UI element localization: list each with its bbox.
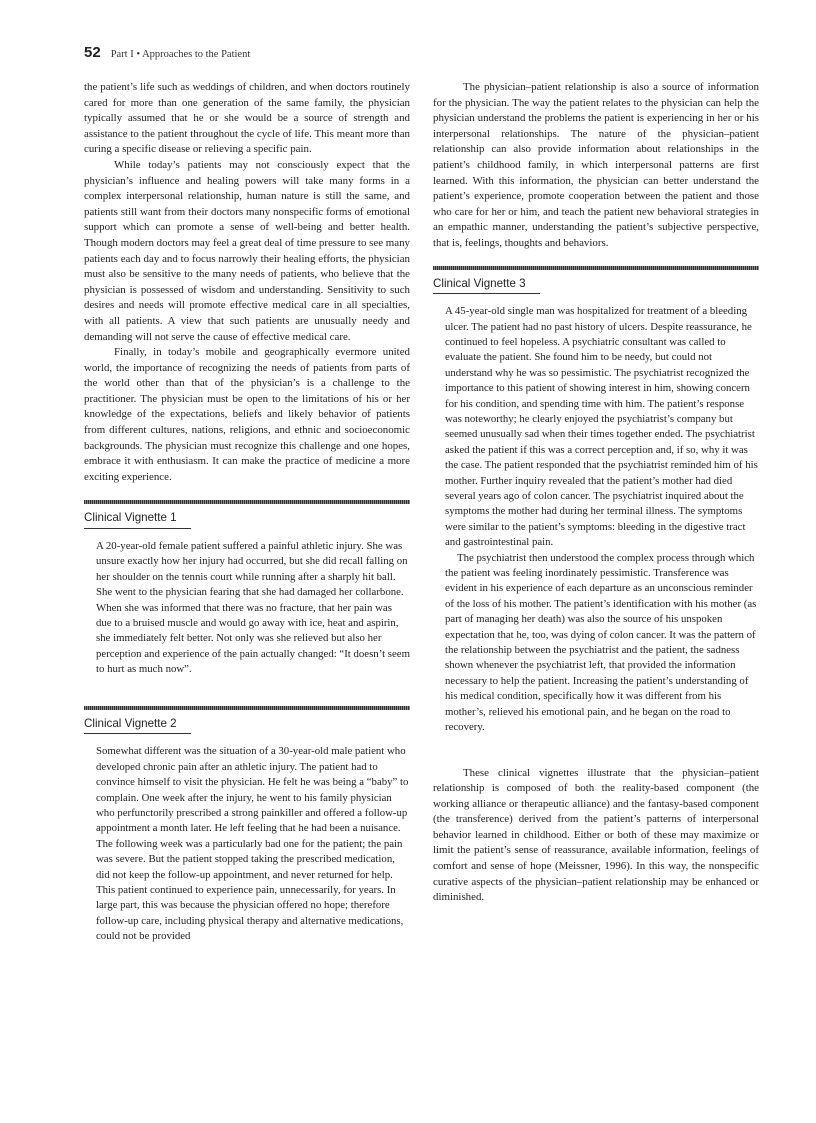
vignette-rule bbox=[433, 266, 759, 270]
body-paragraph: Finally, in today’s mobile and geographically evermore united world, the importance of recognizing the needs of patients from parts of the world other than that of the physician’s is a challenge to the practitioner. The physician must be open to the limitations of his or her knowledge of the expectations, beliefs and likely behavior of patients from different cultures, nations, religions, and ethnic and socioeconomic backgrounds. The physician must recognize this challenge and one hopes, embrace it with enthusiasm. It can make the practice of medicine a more exciting experience. bbox=[84, 346, 410, 483]
vignette-text: A 45-year-old single man was hospitalized for treatment of a bleeding ulcer. The patient had no past history of ulcers. Despite reassurance, he continued to feel hopeless. A psychiatric consultant was called to evaluate the patient. She found him to be needy, but could not understand why he was so pessimistic. The psychiatrist recognized the importance to this patient of showing interest in him, showing concern for his condition, and spending time with him. The patient’s response was noteworthy; he clearly enjoyed the psychiatrist’s company but seemed unusually sad when their times together ended. The psychiatrist asked the patient if this was a correct perception and, if so, why it was the case. The patient responded that the psychiatrist reminded him of his mother. Further inquiry revealed that the patient’s mother had died several years ago of colon cancer. The psychiatrist inquired about the symptoms the mother had during her terminal illness. The symptoms were similar to the patient’s symptoms: bleeding in the digestive tract and gastrointestinal pain. bbox=[445, 305, 758, 549]
vignette-text: The psychiatrist then understood the complex process through which the patient was feeling inordinately pessimistic. Transference was evident in his experience of each departure as an unconscious reminder of the loss of his mother. The patient’s identification with his mother (as part of managing her death) was also the source of his unspoken expectation that he, too, was dying of colon cancer. It was the pattern of the relationship between the psychiatrist and the patient, the sadness shown whenever the psychiatrist left, that provided the information necessary to help the patient. Increasing the patient’s understanding of his medical condition, specifically how it was different from his mother’s, relieved his emotional pain, and he began on the road to recovery. bbox=[445, 551, 757, 734]
body-paragraph: These clinical vignettes illustrate that the physician–patient relationship is composed of both the reality-based component (the working alliance or therapeutic alliance) and the fantasy-based component (the transference) derived from the patient’s patterns of interpersonal behavior learned in childhood. Either or both of these may maximize or limit the patient’s sense of reassurance, available information, feelings of comfort and sense of hope (Meissner, 1996). In this way, the nonspecific curative aspects of the physician–patient relationship may be enhanced or diminished. bbox=[433, 766, 759, 904]
vignette-rule bbox=[84, 706, 410, 710]
right-column bbox=[433, 80, 759, 906]
clinical-vignette-1 bbox=[84, 500, 410, 677]
clinical-vignette-3 bbox=[433, 266, 759, 736]
vignette-title: Clinical Vignette 1 bbox=[84, 510, 191, 529]
vignette-text: A 20-year-old female patient suffered a painful athletic injury. She was unsure exactly how her injury had occurred, but she did recall falling on her shoulder on the tennis court while running after a sharply hit ball. She went to the physician fearing that she had damaged her collarbone. When she was informed that there was no fracture, that her pain was due to a bruised muscle and would go away with ice, heat and aspirin, she immediately felt better. Not only was she relieved but also her perception and experience of the pain actually changed: “It doesn’t seem to hurt as much now”. bbox=[96, 540, 410, 676]
vignette-body bbox=[96, 744, 410, 944]
body-paragraph: the patient’s life such as weddings of children, and when doctors routinely cared for more than one generation of the same family, the physician typically assumed that he or she would be a source of strength and assistance to the patient throughout the cycle of life. This meant more than curing a specific disease or relieving a specific pain. bbox=[84, 81, 410, 156]
clinical-vignette-2 bbox=[84, 706, 410, 945]
left-column bbox=[84, 80, 410, 945]
body-paragraph: While today’s patients may not consciously expect that the physician’s influence and healing powers will take many forms in a complex interpersonal relationship, human nature is still the same, and patients still want from their doctors many nonspecific forms of emotional support which can promote a sense of well-being and better health. Though modern doctors may feel a great deal of time pressure to see many patients each day and to focus narrowly their healing efforts, the physician must also be sensitive to the many needs of patients, who believe that the physician is possessed of wisdom and understanding. Sensitivity to such desires and needs will promote effective medical care in all specialties, with all patients. A view that such patients are unusually needy and demanding will not serve the cause of effective medical care. bbox=[84, 158, 410, 343]
vignette-rule bbox=[84, 500, 410, 504]
page-header bbox=[84, 44, 250, 61]
vignette-body bbox=[96, 539, 410, 678]
vignette-title: Clinical Vignette 3 bbox=[433, 276, 540, 295]
page-number: 52 bbox=[84, 44, 101, 61]
vignette-title: Clinical Vignette 2 bbox=[84, 716, 191, 735]
vignette-text: Somewhat different was the situation of a 30-year-old male patient who developed chronic pain after an athletic injury. The patient had to convince himself to visit the physician. He felt he was being a “baby” to complain. One week after the injury, he went to his family physician who perfunctorily prescribed a strong painkiller and offered a follow-up appointment a month later. He left feeling that he had been a nuisance. The following week was a particularly bad one for the patient; the pain was severe. But the patient stopped taking the prescribed medication, did not keep the follow-up appointment, and never returned for help. This patient continued to experience pain, unnecessarily, for years. In large part, this was because the physician offered no hope; therefore follow-up care, including physical therapy and alternative medications, could not be provided bbox=[96, 745, 409, 943]
vignette-body bbox=[445, 304, 759, 735]
body-paragraph: The physician–patient relationship is also a source of information for the physician. The way the patient relates to the physician can help the physician understand the problems the patient is experiencing in her or his interpersonal relationships. The nature of the physician–patient relationship can also provide information about relationships in the patient’s childhood family, in which interpersonal patterns are first learned. With this information, the physician can better understand the patient’s experience, promote cooperation between the patient and those who care for her or him, and teach the patient new behavioral strategies in an empathic manner, understanding the patient’s subjective perspective, that is, feelings, thoughts and behaviors. bbox=[433, 81, 759, 249]
running-head: Part I • Approaches to the Patient bbox=[110, 49, 251, 60]
